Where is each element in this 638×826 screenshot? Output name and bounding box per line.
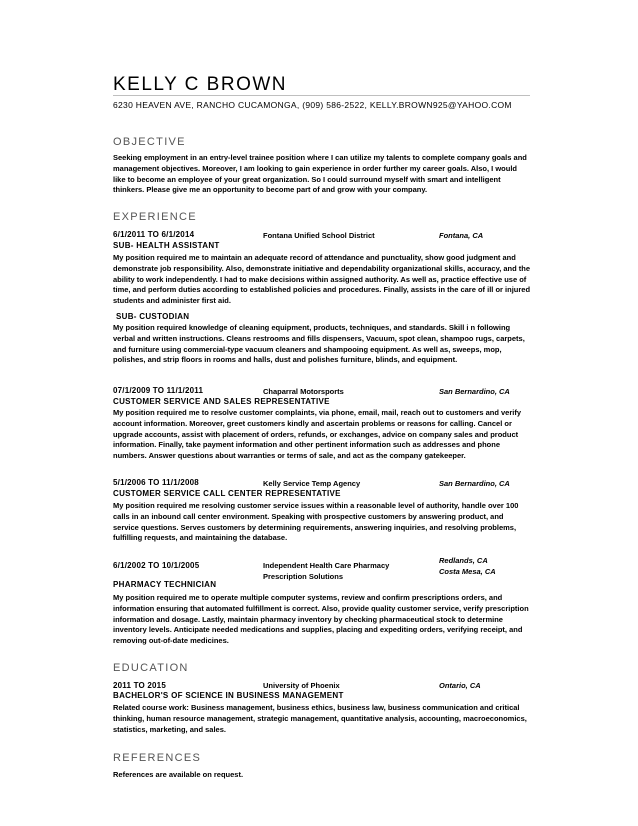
education-coursework: Related course work: Business management, business ethics, business law, business communication and critical thinking, human resource management, strategic management, quantitative analysis, accounting, macroeconomics, statistics, marketing, and sales. [113, 703, 527, 734]
job-location: San Bernardino, CA [439, 387, 510, 396]
objective-heading: OBJECTIVE [113, 136, 186, 148]
job-organization: Prescription Solutions [263, 572, 344, 581]
job-description: My position required knowledge of cleaning equipment, products, techniques, and standards. Skill i n following verbal and written instructions. Cleans restrooms and fills dispensers, Vacuum, spot clean, shampoo rugs, carpets, and furniture using commercial-type vacuum cleaners and shampooing equipment. As well as, sweeps, mop, polishes, and strip floors in rooms and halls, dust and polishes furniture, blinds, and equipment. [113, 323, 525, 365]
job-dates: 6/1/2011 TO 6/1/2014 [113, 230, 195, 239]
job-description: My position required me to resolve customer complaints, via phone, email, mail, reach out to customers and verify account information. Moreover, greet customers kindly and ascertain problems or reasons for calling. Cancel or upgrade accounts, assist with placement of orders, refunds, or exchanges, advice on company sales and product information. Finally, take payment information and other pertinent information such as addresses and phone numbers. Answer questions about warranties or terms of sale, and act as the company gatekeeper. [113, 408, 522, 461]
job-description: My position required me resolving customer service issues within a reasonable level of authority, handle over 100 calls in an inbound call center environment. Speaking with prospective customers by answering product, and service questions. Serves customers by determining requirements, answering inquiries, and resolving problems, fulfilling requests, and maintaining the database. [113, 501, 519, 543]
job-dates: 5/1/2006 TO 11/1/2008 [113, 478, 199, 487]
job-title: CUSTOMER SERVICE CALL CENTER REPRESENTATIVE [113, 489, 341, 498]
job-organization: Independent Health Care Pharmacy [263, 561, 390, 570]
references-text: References are available on request. [113, 770, 244, 779]
job-location: Costa Mesa, CA [439, 567, 496, 576]
job-organization: Chaparral Motorsports [263, 387, 344, 396]
experience-heading: EXPERIENCE [113, 211, 197, 223]
candidate-name: KELLY C BROWN [113, 74, 288, 95]
education-school: University of Phoenix [263, 681, 340, 690]
contact-line: 6230 HEAVEN AVE, RANCHO CUCAMONGA, (909) 586-2522, KELLY.BROWN925@YAHOO.COM [113, 100, 512, 110]
objective-text: Seeking employment in an entry-level trainee position where I can utilize my talents to complete company goals and management objectives. Moreover, I am looking to gain experience in order further my career goals. Also, I would like to become an employee of your great organization. So I could surround myself with smart and intelligent thinkers. Please give me an opportunity to become part of and grow with your company. [113, 153, 527, 195]
job-organization: Kelly Service Temp Agency [263, 479, 361, 488]
job-location: San Bernardino, CA [439, 479, 510, 488]
job-description: My position required me to operate multiple computer systems, review and confirm prescriptions orders, and information ensuring that automated fulfillment is correct. Also, provide quality customer service, verify prescription information and dosage. Lastly, maintain pharmacy inventory by checking pharmaceutical stock to determine inventory levels. Anticipate needed medications and supplies, placing and expediting orders, verifying receipt, and removing out-of-date medicines. [113, 593, 529, 646]
job-dates: 6/1/2002 TO 10/1/2005 [113, 561, 200, 570]
job-title: PHARMACY TECHNICIAN [113, 580, 217, 589]
header-divider [113, 95, 530, 96]
job-location: Redlands, CA [439, 556, 488, 565]
job-title: SUB- CUSTODIAN [116, 312, 190, 321]
job-dates: 07/1/2009 TO 11/1/2011 [113, 386, 204, 395]
job-title: SUB- HEALTH ASSISTANT [113, 241, 220, 250]
job-title: CUSTOMER SERVICE AND SALES REPRESENTATIVE [113, 397, 330, 406]
education-heading: EDUCATION [113, 662, 189, 674]
references-heading: REFERENCES [113, 752, 202, 764]
education-degree: BACHELOR'S OF SCIENCE IN BUSINESS MANAGEMENT [113, 691, 344, 700]
education-dates: 2011 TO 2015 [113, 681, 166, 690]
education-location: Ontario, CA [439, 681, 481, 690]
job-description: My position required me to maintain an adequate record of attendance and punctuality, show good judgment and demonstrate job responsibility. Also, demonstrate initiative and dependability organizational skills, accuracy, and the ability to work independently. I had to make decisions within assigned authority. As well as, practice effective use of time, and perform duties according to established policies and procedures. Finally, assists in the care of ill or injured students and administer first aid. [113, 253, 531, 306]
job-organization: Fontana Unified School District [263, 231, 375, 240]
job-location: Fontana, CA [439, 231, 484, 240]
